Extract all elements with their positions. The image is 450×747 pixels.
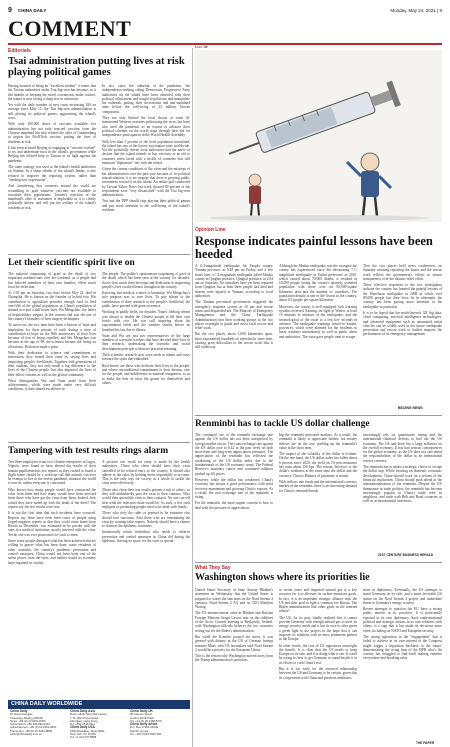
cartoon-illustration — [195, 50, 442, 222]
washington-col1 — [195, 588, 273, 746]
editorial-2-headline: Let their scientific spirit live on — [8, 258, 135, 268]
washington-col3 — [363, 588, 442, 740]
office-contact-line: London EC4N 6HA — [130, 715, 154, 720]
washington-byline: THE PAPER — [416, 741, 435, 745]
paragraph: Those who cheat their test results present a risk to others, so they will undoubtedly pass the virus to their contacts. Who would then spread the virus to their contacts. No one can tell how wide the infection chain would be. As such, a few such negligent or pretending people need to be dealt with firmly. — [102, 487, 190, 509]
paragraph: A positive test result for entry is made by the health authorities. Those who cheat should have their visas cancelled or be refused entry to the country. It should also adhere to the rules by holding those responsible to account. That is the only way for society as a whole to tackle the virus more effectively. — [102, 460, 190, 486]
paragraph: In fact, since the outbreak of the pandemic, the independence-seeking ruling Democratic Progressive Party authorities on the island have been obsessed with their political calculations and sought to politicize and manipulate the outbreak, putting their secessionist and anti-mainland aims before the well-being of 23 million Taiwan compatriots. — [102, 84, 190, 114]
paragraph: Their scientific research now sows seeds to inherit and carry forward the spirit that embodied. — [102, 353, 190, 362]
opinion-headline: Response indicates painful lessons have been heeded — [195, 234, 433, 261]
section-rule — [8, 43, 442, 45]
paragraph: Given the current conditions of the virus and the missteps of her administration over the past year because of its political miscalculations, it is no surprise that there is growing public resentment toward it on the island. An online poll conducted by Taiwan Yahoo News last week showed 80 percent of the respondents were "very dissatisfied" with the Tsai Ing-wen administration. — [102, 167, 190, 198]
opinion-label: Opinion Line — [195, 227, 226, 233]
editorial-cartoon — [195, 50, 442, 222]
editorial-2-body-col1 — [8, 272, 96, 438]
renminbi-col3 — [363, 433, 442, 553]
office-contact-line: New York, NY 10036 — [70, 732, 96, 737]
paragraph: These effective responses to the two earthquakes indicate the country has learned the painful lessons of the Wenchuan earthquake in 2008 in which over 80,000 people lost their lives. In its aftermath, the country has been paying more attention to the earthquake in particular. — [363, 283, 442, 309]
office-contact-line: Chaoyang, Beijing 100029 — [10, 715, 43, 720]
paragraph: The same strategy was used at the island's health authorities on Sunday. In a sharp rebuke of the island's leader, it also refused to improve the reporting system, rather than "sending new expressions". — [8, 165, 96, 182]
paragraph: But while the Kremlin praised the move, it was greeted with dismay in the US of German foreign minister Maas, who US lawmakers said Nord Stream 2 would be a priority for the European Union. — [195, 634, 273, 652]
office-name: China Daily Asia — [70, 709, 95, 713]
paragraph: Yet with the daily number of new cases increasing 100 on average since May 15, the Tsai Ing-wen administration is still placing its political games, aggravating the island's woes. — [8, 103, 96, 121]
paragraph: It is to be hoped that the multi-layered, 3D. big data, cloud computing, artificial intelligence technologies, and advanced equipment such as automated aerial vehicles can be widely used in the future earthquake prevention and rescue work to further improve the performance of its emergency management. — [363, 310, 442, 337]
renminbi-col1 — [195, 433, 273, 559]
paragraph: The Yunnan provincial government triggered the emergency response system at 10 pm and rescue teams and dispatched aid. The Ministry of Emergency Management and the China Earthquake Administration sent their working groups to the two places overnight to guide and assist local rescue and relief work. — [195, 300, 273, 331]
office-contact-line: Advertisement: +86 (0) 10 6491-8631 — [10, 725, 57, 730]
paragraph: However, while the dollar has weakened, China's economy has shown a good performance with solid recovery momentum and growing China's exports. As a result, the real exchange rate of the renminbi is rising. — [195, 477, 273, 500]
divider — [195, 562, 442, 563]
paragraph: increasingly rely on quantitative easing and the international financial deficits to bail out the US economy. The US and there has a large influence on the overall economy. It has had serious consequences for the global economy, as the US does not care about the responsibilities of the dollar as an international reserve currency. — [363, 433, 442, 463]
footer-col3 — [130, 710, 188, 736]
paragraph: This is the reason why Washington moved away from the Trump administration's priorities. — [195, 654, 273, 663]
office-contact-line: Tel: +254 (0)20 6922 900 — [130, 732, 162, 737]
office-contact-line: Phone app: +86 (0) 10 6491-8899 — [10, 728, 53, 733]
paragraph: The people. The public's spontaneous outpouring of grief at the death, which has been seen at the country for decades, shows how much their devotion and dedication to improving people's lives touched hearts throughout the country. — [102, 272, 190, 289]
office-contact-line: Tel: +1 212 537 8888 — [70, 735, 97, 740]
office-name: China Daily UK — [130, 709, 153, 713]
office-name: China Daily Africa — [130, 722, 158, 727]
paragraph: Real heroes are those who dedicate their lives to the people, and whose unconditional commitment to their dreams, care for the people, and indifference to material temptation, so as to make the best of what life grants for themselves and others. — [102, 363, 190, 385]
editorial-2-body-col2 — [102, 272, 190, 438]
cartoon-credit: Luo Jie — [195, 44, 208, 49]
paragraph: Tsai and the DPP should stop playing their political games and pay more attention to the well-being of the island's residents. — [102, 199, 190, 213]
paragraph: With less than 1 percent of the local population inoculated, the island has one of the lowest vaccination rates worldwide. Yet the politically driven local authorities had the nerve to declare that the island intends to buy vaccines as an aid to countries when faced with a trickle of countries that still maintain "diplomatic" ties with the island. — [102, 139, 190, 166]
office-contact-line: Nairobi, Kenya — [130, 728, 149, 733]
paragraph: A 6.4-magnitude earthquake hit Yangbi county, Yunnan province, at 9:48 pm on Friday, and a few hours later, a 7.4-magnitude earthquake jolted Maduo county in Qinghai province. Qinghai province, at 2:04 am on Saturday. No casualties have yet been reported from Qinghai, but at least three people had died and dozens were injured in Yunnan, according to local authorities. — [195, 264, 273, 299]
divider — [195, 415, 442, 416]
paragraph: Those who defy the rules or pretend to be someone else should face sanctions. Also those who are transmitting the virus by creating false reports. Nobody should have a chance to claim as the epidemic continues. — [102, 511, 190, 529]
office-contact-line: Tel: +852 2518 5111 — [70, 722, 96, 727]
footer-col2 — [70, 710, 128, 740]
paragraph: Working in paddy fields for decades, Yuan's lifelong dream was always to enable the Chinese people to fill their own bowls with rice. He was still inquiring about his experimental fields and the weather shortly before he breathed his last due to illness. — [102, 310, 190, 332]
paragraph: For the renminbi, the more urgent concern is how to deal with the pressure of appreciation. — [195, 501, 273, 510]
paragraph: But the two places, about 1,000 kilometers apart, have experienced hundreds of aftershocks since then, causing great difficulties to the rescue work that is still underway. — [195, 332, 273, 350]
paragraph: The continued rise of the renminbi exchange rate against the US dollar has not been unexpected by foreign market forces. The yuan exchange rate against the US dollar rose to 6.42 in the past week on both short-term and long-term appreciation pressures. The appreciation of the renminbi has reflected the weakening of the US dollar index due to the fundamentals of the US economic trend. The Federal Reserve's monetary stance and continued inflation pushed up US prices. — [195, 433, 273, 476]
divider — [8, 442, 190, 443]
office-contact-line: Aberdeen, Hong Kong — [70, 718, 98, 723]
office-contact-line: Subscription: +86 400-699-0203 — [10, 722, 50, 727]
paragraph: Ing the renminbi pressured markets. As a result, the renminbi is likely to appreciate further; hot money inflows are on the rise, pushing up the renminbi's value in the short term. — [279, 433, 357, 450]
opinion-byline: BEIJING NEWS — [398, 406, 423, 410]
paragraph: With their dedication to science and commitment to innovation, they earned their fame by saving lives and improving people's livelihoods. Together with generations of their students, they not only made a big difference to the lives of the Chinese people, but also impacted the lives of their fellow citizens as well as the global community. — [8, 351, 96, 377]
editorial-3-body-col2 — [102, 460, 190, 694]
paragraph: And considering that countries around the world are scrambling to grab whatever vaccines are available to inoculate their populations, Taiwan's rejection of the mainland's offer of assistance is deplorable as it is clearly politically driven, and will put the welfare of the island's residents at risk. — [8, 184, 96, 210]
paragraph: The impact of the volatility of the dollar is evident. On the one hand, the US dollar index has fallen about 6 percent since 2020, the yield on 10-year treasuries has risen about 150 bps. The reason, however, is the dollar's weakness at the same time the dollar and the currency. China's Balance of payments is steady. — [279, 452, 357, 478]
office-contact-line: 1500 Broadway, Suite 2800, — [70, 728, 105, 733]
paragraph: The national outpouring of grief at the death of two important academicians over the weekend, as if people had lost beloved members of their own families, offers much food for reflection. — [8, 272, 96, 289]
editorials-label: Editorials — [8, 48, 31, 54]
newspaper-page — [8, 6, 442, 745]
paragraph: Yuan and Wu are just two representatives of the large numbers of scientific workers that have devoted their lives to their research, undertaking the scientific and social development principle with more practical meaning. — [102, 333, 190, 351]
renminbi-headline: Renminbi has to tackle US dollar challenge — [195, 419, 370, 429]
editorial-1-body-col2 — [102, 84, 190, 250]
footer-col1 — [10, 710, 68, 736]
opinion-col1 — [195, 264, 273, 412]
paragraph: What distinguishes Wu and Yuan aside from their achievements, which were made under very difficult conditions, is their shared excellence in — [8, 378, 96, 392]
paragraph: But it is too early for the renewed relationship between the US and Germany to be certain, given that its cooperation with China and previous ambitions. — [279, 667, 357, 680]
paragraph: To survivors, the two men have been a beacon of hope and inspiration for their pursuit of truth during a time of contribution of hope on the 99th anniversary of their lives because of fear of being expelled, and Wu Mengchao was because at the age of 98, the scientist became the living on all nations. Both men made a point. — [8, 323, 96, 349]
office-contact-line: 90 Cannon Street, — [130, 712, 153, 717]
paragraph: Knowing that medical science is humanity, Wu Mengchao's sole purpose was to save lives. To pay tribute to the contribution of their research to the people's livelihood, the public have greeted with great reverence. — [102, 291, 190, 309]
paragraph: more in diplomacy. Eventually, the US attempts to stand Germany on its side, and a more favorable US stance on the Nord Stream 2 project and immediate threat to Germany's energy security. — [363, 588, 442, 605]
office-contact-line: Room 1818, Hing Wai Centre — [70, 712, 107, 717]
divider — [8, 254, 190, 255]
paragraph: Moreover, the county is well-equipped with warning systems received. Earning, on eight of Winter, at least 10 minutes in advance of the earthquake, and the seismological of the issue to a few key seconds in advance. The earthquake warnings issued in Sanzhi, provinces, which were alarmed for the residents to hurry outdoors immediately as well as public alerts and authorities. The issue gave people time to escape. — [279, 304, 357, 339]
opinion-col3 — [363, 264, 442, 406]
what-they-say-label: What They Say — [195, 565, 231, 571]
paragraph: Since some people disregard what has been achieved and are willing to ignore what has been done, some residents of other countries, the country's pandemic prevention and control measures, China would not have been one of the safest places from the virus, and neither would its economy have regained its vitality. — [8, 539, 96, 565]
editorial-3-body-col1 — [8, 460, 96, 694]
washington-col2 — [279, 588, 357, 746]
office-contact-line: News: +86 (0) 10 6491-8366 — [10, 718, 46, 723]
paragraph: Although the Maduo earthquake was the strongest the county has experienced since the devastating 7.1-magnitude earthquake in Yushu prefecture in 2010, which caused about 70,000 deaths, it resulted in 10,000 people losing the county's sparsely scattered population with more over an 85,000-square kilometer area and the number of casualties. The population density is one of the lowest in the country, about 0.2 people per square kilometer. — [279, 264, 357, 303]
paragraph: At 1:05 pm on Saturday, two days before May 24, died in Changsha. He is known as the founder of hybrid rice. His contribution to agriculture provides enough food to feed one-fifth of the global population, as China's population of around two and a half hours later, Wu Mengchao, the father of hepatobiliary surgery in the country and was the one of the country's founders of liver surgery techniques. — [8, 291, 96, 321]
renminbi-col2 — [279, 433, 357, 559]
paragraph: It is not the first time that such incidents have occurred. Reports say there have even been cases of people using forged negative reports so that they could come home from Russia in December, was estimated to be private with the ones in a medical institution, mostly infected with the virus. Yet no one was ever prosecuted for such a crime. — [8, 511, 96, 537]
china-daily-worldwide-box — [8, 700, 190, 747]
paragraph: They not only limited the local chorus of some ill-intentioned Western countries politicizing the virus, but have also used the pandemic as an excuse to advance their political schemes on the world stage through their bid for independence participation in the World Health Assembly. — [102, 116, 190, 138]
issue-date: Monday, May 24, 2021 | 9 — [390, 8, 442, 13]
paragraph: in recent years and imported natural gas is a key resource for it to alleviate its carbon emissions goals. In fact, it is an important strategic alliance with the US and their goal to fight a common foe Russia. The Biden administration had other goals in the internal affairs? — [279, 588, 357, 614]
office-contact-line: 15 Huixin Dongjie, — [10, 712, 33, 717]
washington-headline: Washington shows where its priorities lie — [195, 572, 370, 583]
office-contact-line: P.O. Box 27281-00100 — [130, 725, 159, 730]
paragraph: That the two places held news conferences on Saturday morning reporting the losses and the rescue work reflects the government's efforts to ensure transparency over the disaster relief effort. — [363, 264, 442, 281]
paragraph: With only 300,000 doses of vaccines available, her administration has not only rejected vaccines from the Chinese mainland but also refused the offer of Guomindang to import the BioNTech vaccine, putting the lives of residents at risk. — [8, 122, 96, 144]
section-title: COMMENT — [8, 16, 132, 41]
paragraph: In other words, the cost of US opposition outweighs the benefit. It is clear that the US needs to keep Europe on its side, and it is doing what it can. It could be trying its best to get Germany to stand beside it in its efforts to curb China's rise. — [279, 643, 357, 665]
editorial-3-headline: Tampering with test results rings alarm — [8, 446, 169, 456]
paragraph: The strong opposition to the "engagement" that it failed to achieve in its own interest in the Congress might trigger a bipartisan backlash in the future, demonstrating the rising heat of the DPR who's the country has struggled to find itself making enemies everywhere and breaking rules. — [363, 634, 442, 661]
paragraph: Who knows how many people would have contracted the virus from them and how many would have been infected from those who have got the virus from them. Indeed, how would they have ended up with the death of the three? The reports say the test results were true. — [8, 487, 96, 509]
paragraph: With inflows into funds and the international currency market of the renminbi, there is an increasing demand for China's renminbi bonds. — [279, 479, 357, 493]
renminbi-byline: 21ST CENTURY BUSINESS HERALD — [378, 553, 434, 557]
editorial-1-body-col1 — [8, 84, 96, 250]
paragraph: The US announcement came as Blinken and Russian Foreign Minister Sergei Lavrov met on the sidelines of the Arctic Council meeting in Reykjavik, Iceland, with Washington officials believes the two countries setting out for the Biden's administration. — [195, 611, 273, 633]
paragraph: Intentionally refuse individual who needs to observe prevention and control measures as China did during the epidemic, leaving no space for the virus to spread. — [102, 530, 190, 544]
publication-name: CHINA DAILY — [18, 8, 47, 13]
footer-title: CHINA DAILY WORLDWIDE — [8, 700, 190, 709]
office-contact-line: 7 Tin Wan Praya Road — [70, 715, 99, 720]
opinion-col2 — [279, 264, 357, 412]
paragraph: Test three employees from two Chinese enterprises in Lagos, Nigeria, were found to have altered the results of their human papillomavirus test reports as they rushed to board a flight home should be a wake-up call that nobody can ever be exempt to live in the severe pandemic situation the world is now in, unless everyone is concerned. — [8, 460, 96, 486]
office-name: China Daily USA — [70, 725, 95, 730]
office-contact-line: Tel: +44 (0) 20 7398 8270 — [130, 718, 162, 723]
paragraph: Recent attempts to sanction the EU have a strong public interest in its priorities. It is persistently exposed in its own diplomacy. Such confrontational political and strategic actions in its own relations with others, is a sign that it has made its decisions more often, including on NATO and European security. — [363, 607, 442, 633]
paragraph: United States Secretary of State Antony Blinken's statement on Wednesday that the United States is prepared to waive the sanctions on the Nord Stream 2 operator, Nord Stream 2 AG and its CEO Matthias Warnig. — [195, 588, 273, 610]
page-header — [8, 6, 442, 16]
paragraph: Having boasted of being an "excellent student" it seems that the Taiwan authorities under Tsai Ing-wen has become, as it did months of keeping the novel coronavirus under control, the island is now facing a sharp rise in infections. — [8, 84, 96, 101]
column-divider — [192, 48, 193, 747]
paragraph: The renminbi has to make a strategic choice to escape the dollar trap. While focusing on domestic economic development, China should work on a reform of the financial institutions. China should push ahead in the internationalization of the renminbi. Despite the US' dominance in trade policies, the renminbi has become increasingly popular in China's trade with its neighbors, and trade with Belt and Road countries as well as in international currencies. — [363, 465, 442, 504]
paragraph: It has even accused Beijing of engaging in "vaccine warfare" to try and undermine trust in the island's government while Beijing has offered help to Taiwan in its fight against the pandemic. — [8, 145, 96, 163]
editorial-1-headline: Tsai administration putting lives at risk playing political games — [8, 56, 185, 78]
paragraph: The US, for its part, finally realized that it cannot provide Germany with enough natural gas to meet its energy security needs and it has its own to offer given a green light to the project in the hope that it can improve its relations with its most prominent partner in the Europe. — [279, 615, 357, 642]
page-number: 9 — [8, 7, 12, 14]
office-contact-line: editor@chinadaily.com.cn — [10, 732, 42, 737]
office-name: China Daily — [10, 709, 28, 713]
